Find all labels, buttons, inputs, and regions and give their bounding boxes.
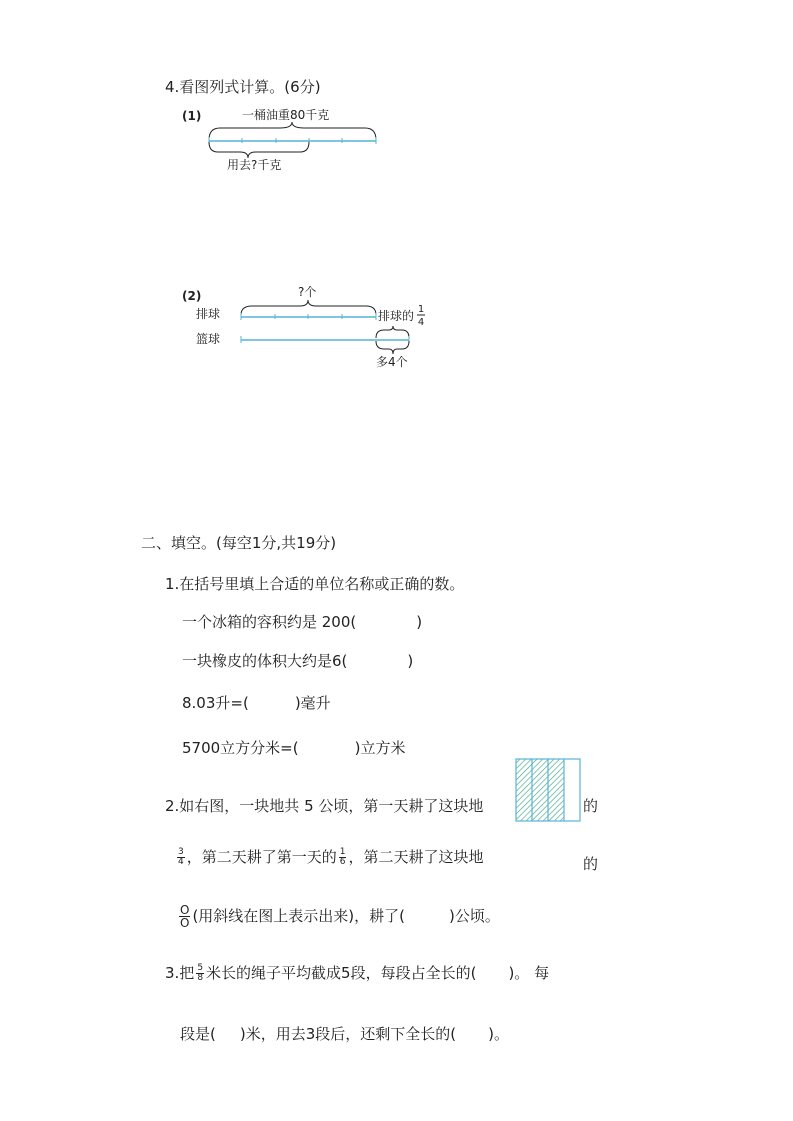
row-label-volleyball: 排球 xyxy=(196,307,221,321)
extra-bottom-brace xyxy=(376,341,409,354)
top-brace xyxy=(209,122,376,140)
diagram-1-number: (1) xyxy=(182,109,202,123)
text: 3.把 xyxy=(165,964,195,982)
fraction-three-quarters xyxy=(177,848,185,867)
text: )。 xyxy=(488,1025,509,1043)
extra-top-brace xyxy=(376,326,409,338)
right-frac-den: 4 xyxy=(417,317,425,328)
problem-3-line-1 xyxy=(165,962,549,983)
text: 一个冰箱的容积约是 200( xyxy=(182,613,357,631)
problem-3-line-2 xyxy=(180,1023,509,1044)
problem-2-line-2 xyxy=(175,846,484,867)
row-label-basketball: 篮球 xyxy=(196,332,221,346)
denominator: 8 xyxy=(197,973,204,983)
problem-1-line-1 xyxy=(182,611,422,632)
denominator: O xyxy=(180,916,190,930)
problem-1-line-4 xyxy=(182,737,405,758)
text: 8.03升=( xyxy=(182,694,249,712)
text: )。 每 xyxy=(508,964,550,982)
text: 一块橡皮的体积大约是6( xyxy=(182,652,348,670)
problem-2-line-3 xyxy=(177,904,500,929)
bottom-brace xyxy=(209,142,309,158)
problem-2-line-2-end: 的 xyxy=(583,855,599,873)
problem-1-line-3 xyxy=(182,692,331,713)
text: )米，用去3段后，还剩下全长的( xyxy=(239,1025,457,1043)
text: 5700立方分米=( xyxy=(182,739,299,757)
diagram-2-bottom-label: 多4个 xyxy=(376,355,408,369)
denominator: 6 xyxy=(339,857,346,867)
fraction-five-eighths xyxy=(196,964,204,983)
text: ，第二天耕了第一天的 xyxy=(186,848,337,866)
text: (用斜线在图上表示出来)，耕了( xyxy=(192,907,406,925)
text: 段是( xyxy=(180,1025,216,1043)
text: )公顷。 xyxy=(449,907,500,925)
text: ，第二天耕了这块地 xyxy=(348,848,484,866)
right-frac-num: 1 xyxy=(417,304,425,315)
diagram-2-number: (2) xyxy=(182,289,202,303)
text: 米长的绳子平均截成5段，每段占全长的( xyxy=(206,964,477,982)
field-rectangle-svg xyxy=(515,758,581,822)
text: )立方米 xyxy=(354,739,406,757)
fraction-blank[interactable] xyxy=(179,904,190,929)
diagram-2-top-label: ?个 xyxy=(298,285,317,299)
section-2-heading: 二、填空。(每空1分,共19分) xyxy=(141,534,337,552)
problem-1-title: 1.在括号里填上合适的单位名称或正确的数。 xyxy=(165,575,465,593)
diagram-2 xyxy=(180,282,430,372)
diagram-1-svg xyxy=(180,100,400,180)
problem-2-line-1: 2.如右图，一块地共 5 公顷，第一天耕了这块地 xyxy=(165,797,484,815)
numerator: O xyxy=(180,903,190,917)
denominator: 4 xyxy=(178,857,184,867)
problem-2-line-1-end: 的 xyxy=(583,797,599,815)
text: ) xyxy=(416,613,423,631)
right-label: 排球的 xyxy=(378,309,415,323)
diagram-1-top-label: 一桶油重80千克 xyxy=(242,108,330,122)
fraction-one-sixth xyxy=(339,848,347,867)
text: )毫升 xyxy=(294,694,331,712)
top-brace xyxy=(241,300,376,315)
text: ) xyxy=(407,652,414,670)
numerator: 5 xyxy=(197,963,204,973)
numerator: 1 xyxy=(339,847,346,857)
diagram-1 xyxy=(180,100,400,180)
diagram-1-bottom-label: 用去?千克 xyxy=(227,158,282,172)
q4-title: 4.看图列式计算。(6分) xyxy=(165,78,321,96)
field-rectangle[interactable] xyxy=(515,758,581,822)
numerator: 3 xyxy=(178,847,184,857)
diagram-2-svg xyxy=(180,282,430,372)
problem-1-line-2 xyxy=(182,650,413,671)
hatched-area xyxy=(516,759,564,821)
